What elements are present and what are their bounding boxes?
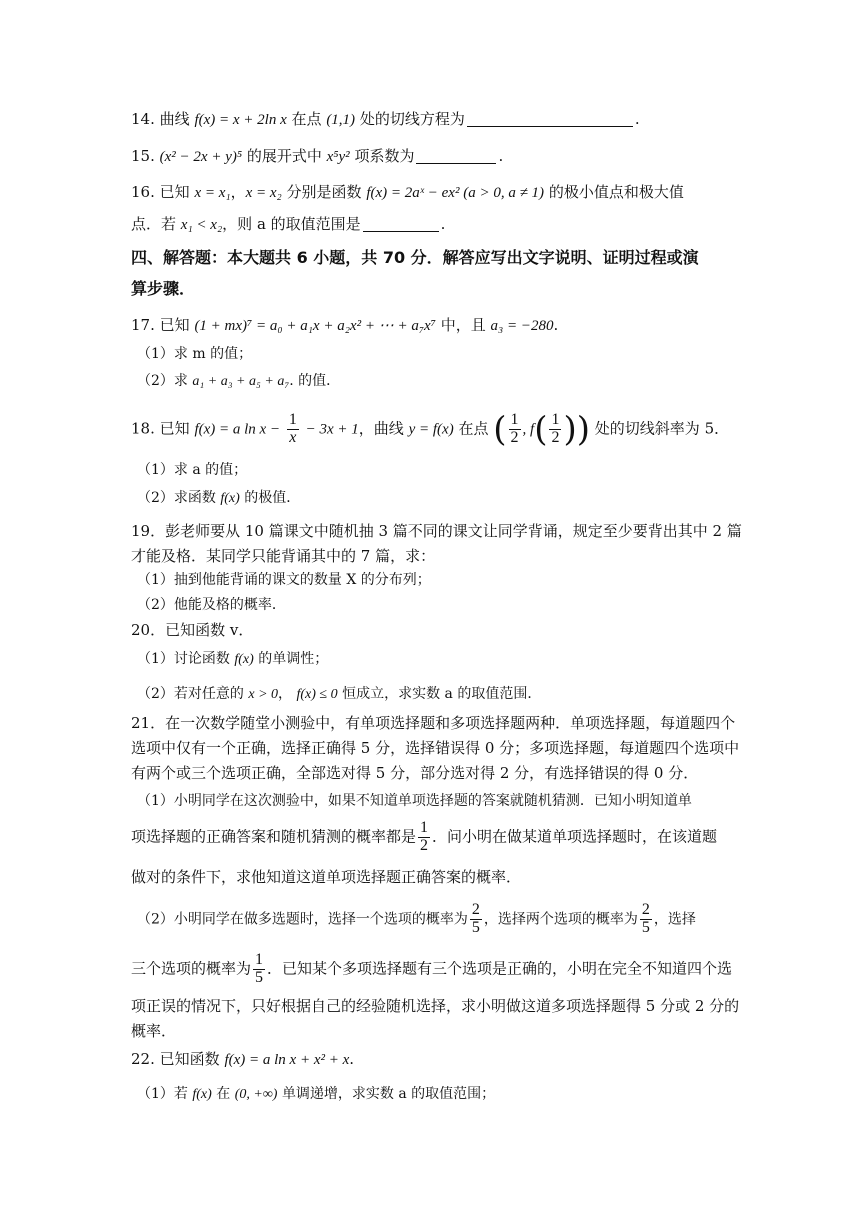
question-20-part1: （1）讨论函数 f(x) 的单调性；	[137, 651, 329, 667]
question-20-part2: （2）若对任意的 x > 0， f(x) ≤ 0 恒成立，求实数 a 的取值范围．	[137, 686, 542, 702]
question-21-line3: 有两个或三个选项正确，全部选对得 5 分，部分选对得 2 分，有选择错误的得 0 分．	[131, 764, 699, 782]
question-21-part1-line1: （1）小明同学在这次测验中，如果不知道单项选择题的答案就随机猜测．已知小明知道单	[137, 793, 692, 809]
question-19-part1: （1）抽到他能背诵的课文的数量 X 的分布列；	[137, 572, 431, 588]
question-19-part2: （2）他能及格的概率．	[137, 597, 286, 613]
question-18-part2: （2）求函数 f(x) 的极值．	[137, 490, 301, 506]
question-15: 15. (x² − 2x + y)⁵ 的展开式中 x⁵y² 项系数为 .	[131, 147, 504, 165]
question-19-line1: 19．彭老师要从 10 篇课文中随机抽 3 篇不同的课文让同学背诵，规定至少要背出其中 2 篇	[131, 522, 742, 540]
question-22-part1: （1）若 f(x) 在 (0, +∞) 单调递增，求实数 a 的取值范围；	[137, 1086, 496, 1102]
question-17: 17. 已知 (1 + mx)⁷ = a₀ + a₁x + a₂x² + ⋯ + a₇x⁷ 中，且 a₃ = −280.	[131, 316, 559, 334]
question-16-line2: 点．若 x₁ < x₂，则 a 的取值范围是 .	[131, 215, 446, 233]
question-number: 15.	[131, 147, 155, 165]
question-number: 18.	[131, 419, 155, 438]
question-19-line2: 才能及格．某同学只能背诵其中的 7 篇，求：	[131, 547, 436, 565]
fraction: $\frac{1}{2}$	[551, 411, 560, 446]
fraction: $\frac{2}{5}$	[471, 901, 480, 936]
fraction: $\frac{1}{2}$	[420, 819, 429, 854]
fraction: $\frac{1}{5}$	[255, 951, 264, 986]
question-14: 14. 曲线 f(x) = x + 2ln x 在点 (1,1) 处的切线方程为 .	[131, 110, 640, 128]
fraction: $\frac{1}{2}$	[510, 411, 519, 446]
answer-blank	[363, 215, 439, 232]
question-number: 16.	[131, 183, 155, 201]
question-number: 14.	[131, 110, 155, 128]
question-21-part2-line3: 项正误的情况下，只好根据自己的经验随机选择，求小明做这道多项选择题得 5 分或 2 分的	[131, 997, 740, 1015]
question-21-part1-line3: 做对的条件下，求他知道这道单项选择题正确答案的概率．	[131, 868, 522, 886]
question-18-part1: （1）求 a 的值；	[137, 462, 248, 478]
question-16-line1: 16. 已知 x = x₁，x = x₂ 分别是函数 f(x) = 2aˣ − ex² (a > 0, a ≠ 1) 的极小值点和极大值	[131, 183, 684, 201]
question-21-part1-line2: 项选择题的正确答案和随机猜测的概率都是 $\frac{1}{2}$ ．问小明在做某道单项选择题时，在该道题	[131, 819, 718, 854]
question-17-part2: （2）求 a₁ + a₃ + a₅ + a₇. 的值．	[137, 373, 341, 389]
question-18: 18. 已知 f(x) = a ln x − $\frac{1}{x}$ − 3x + 1，曲线 y = f(x) 在点 ( $\frac{1}{2}$ , f( $\frac{1}{2}$ )) 处的切线斜率为 5．	[131, 409, 730, 450]
answer-blank	[416, 147, 496, 164]
question-21-part2-line1: （2）小明同学在做多选题时，选择一个选项的概率为 $\frac{2}{5}$ ，选择两个选项的概率为 $\frac{2}{5}$ ，选择	[137, 901, 696, 936]
question-21-part2-line2: 三个选项的概率为 $\frac{1}{5}$ ．已知某个多项选择题有三个选项是正确的，小明在完全不知道四个选	[131, 951, 733, 986]
question-17-part1: （1）求 m 的值；	[137, 346, 253, 362]
fraction: $\frac{1}{x}$	[288, 411, 297, 446]
question-number: 22.	[131, 1050, 155, 1068]
answer-blank	[467, 110, 633, 127]
question-number: 17.	[131, 316, 155, 334]
section-heading: 四、解答题：本大题共 6 小题，共 70 分．解答应写出文字说明、证明过程或演	[131, 248, 699, 267]
question-21-part2-line4: 概率．	[131, 1022, 177, 1040]
question-21-line2: 选项中仅有一个正确，选择正确得 5 分，选择错误得 0 分；多项选择题，每道题四个选项中	[131, 739, 740, 757]
question-21-line1: 21．在一次数学随堂小测验中，有单项选择题和多项选择题两种．单项选择题，每道题四个	[131, 714, 736, 732]
fraction: $\frac{2}{5}$	[641, 901, 650, 936]
function-expression: f(x) = x + 2ln x	[194, 112, 287, 128]
question-22: 22. 已知函数 f(x) = a ln x + x² + x.	[131, 1050, 355, 1068]
question-20: 20．已知函数 v．	[131, 621, 254, 639]
section-heading-cont: 算步骤．	[131, 279, 196, 298]
